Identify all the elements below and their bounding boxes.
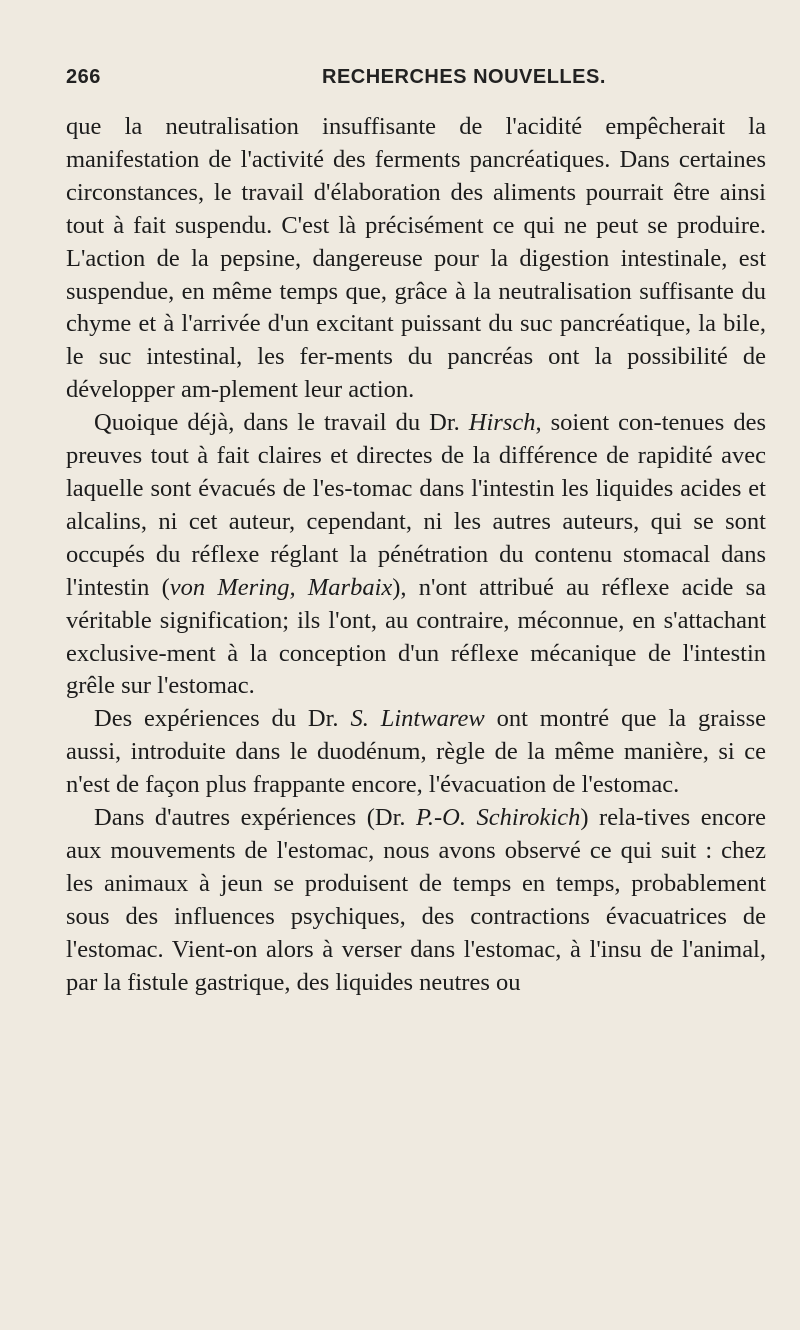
paragraph-2-text-c: ), n'ont attribué au réflexe acide sa véritable signification; ils l'ont, au contraire, méconnue, en s'attachant exclusive-ment à la conception d'un réflexe mécanique de l'intestin grêle sur l'estomac. (66, 573, 767, 700)
author-separator: , (289, 573, 308, 601)
paragraph-4-text-a: Dans d'autres expériences (Dr. (94, 804, 417, 832)
body-text (66, 111, 766, 999)
paragraph-4 (66, 802, 766, 999)
paragraph-3-text-b: ont montré que la graisse aussi, introduite dans le duodénum, règle de la même manière, si ce n'est de façon plus frappante encore, l'évacuation de l'estomac. (66, 705, 766, 799)
author-von-mering: von Mering (169, 573, 290, 601)
page-number: 266 (66, 66, 101, 88)
author-schirokich: P.-O. Schirokich (416, 804, 581, 832)
paragraph-2 (66, 407, 766, 703)
running-title: RECHERCHES NOUVELLES. (322, 66, 606, 88)
paragraph-4-text-b: ) rela-tives encore aux mouvements de l'estomac, nous avons observé ce qui suit : chez les animaux à jeun se produisent de temps en temps, probablement sous des influences psychiques, des contractions évacuatrices de l'estomac. Vient-on alors à verser dans l'estomac, à l'insu de l'animal, par la fistule gastrique, des liquides neutres ou (66, 804, 767, 996)
author-hirsch: Hirsch (468, 409, 536, 437)
page-header (66, 66, 766, 98)
author-marbaix: Marbaix (307, 573, 393, 601)
paragraph-3 (66, 703, 766, 802)
paragraph-1: que la neutralisation insuffisante de l'acidité empêcherait la manifestation de l'activité des ferments pancréatiques. Dans certaines circonstances, le travail d'élaboration des aliments pourrait être ainsi tout à fait suspendu. C'est là précisément ce qui ne peut se produire. L'action de la pepsine, dangereuse pour la digestion intestinale, est suspendue, en même temps que, grâce à la neutralisation suffisante du chyme et à l'arrivée d'un excitant puissant du suc pancréatique, la bile, le suc intestinal, les fer-ments du pancréas ont la possibilité de développer am-plement leur action. (66, 113, 766, 404)
paragraph-2-text-b: , soient con-tenues des preuves tout à fait claires et directes de la différence de rapidité avec laquelle sont évacués de l'es-tomac dans l'intestin les liquides acides et alcalins, ni cet auteur, cependant, ni les autres auteurs, qui se sont occupés du réflexe réglant la pénétration du contenu stomacal dans l'intestin ( (66, 409, 766, 601)
paragraph-2-text-a: Quoique déjà, dans le travail du Dr. (94, 409, 469, 437)
author-lintwarew: S. Lintwarew (350, 705, 485, 733)
paragraph-3-text-a: Des expériences du Dr. (94, 705, 351, 733)
